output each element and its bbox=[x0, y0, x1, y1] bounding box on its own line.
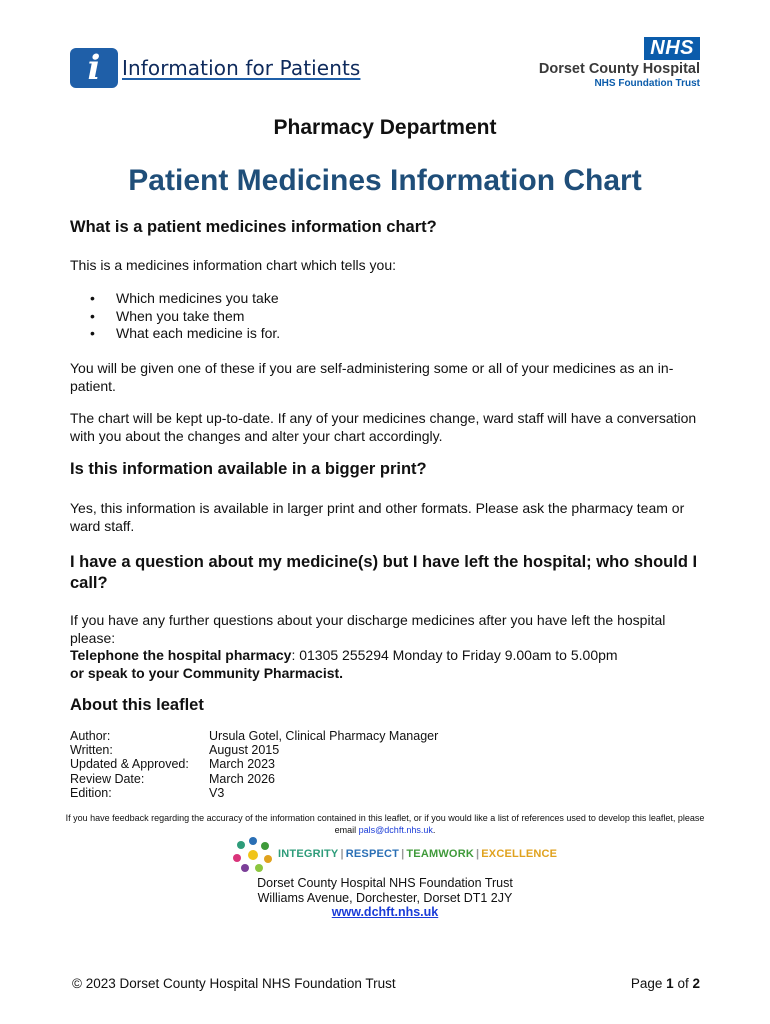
trust-name: Dorset County Hospital bbox=[538, 61, 700, 77]
paragraph-further-questions bbox=[70, 612, 710, 682]
value-teamwork: TEAMWORK bbox=[406, 848, 474, 860]
section-heading-what-is: What is a patient medicines information chart? bbox=[70, 218, 437, 236]
trust-address bbox=[0, 876, 770, 920]
page-total: 2 bbox=[692, 976, 700, 991]
phone-label: Telephone the hospital pharmacy bbox=[70, 647, 292, 663]
list-item: • When you take them bbox=[70, 308, 690, 326]
list-item: • What each medicine is for. bbox=[70, 325, 690, 343]
value-respect: RESPECT bbox=[345, 848, 400, 860]
meta-value: August 2015 bbox=[209, 743, 280, 758]
leaflet-meta-table bbox=[70, 729, 438, 800]
section-heading-question: I have a question about my medicine(s) but I have left the hospital; who should I call? bbox=[70, 553, 698, 592]
value-separator: | bbox=[340, 848, 344, 860]
feedback-end: . bbox=[432, 825, 436, 835]
meta-row bbox=[70, 729, 438, 743]
value-separator: | bbox=[475, 848, 480, 860]
feedback-note bbox=[60, 812, 710, 836]
meta-row bbox=[70, 757, 438, 771]
copyright-notice: © 2023 Dorset County Hospital NHS Foundation Trust bbox=[72, 976, 396, 991]
meta-value: March 2023 bbox=[209, 757, 276, 772]
further-questions-text: If you have any further questions about your discharge medicines after you have left the hospital please: bbox=[70, 612, 666, 646]
section-heading-about: About this leaflet bbox=[70, 696, 204, 714]
information-icon: i bbox=[70, 48, 118, 88]
paragraph-self-administering: You will be given one of these if you are self-administering some or all of your medicines as an in-patient. bbox=[70, 360, 674, 394]
section-heading-bigger-print: Is this information available in a bigger print? bbox=[70, 460, 427, 478]
address-street: Williams Avenue, Dorchester, Dorset DT1 2JY bbox=[257, 890, 513, 905]
list-item: • Which medicines you take bbox=[70, 290, 690, 308]
page-title: Patient Medicines Information Chart bbox=[128, 164, 642, 197]
meta-key: Review Date: bbox=[70, 771, 145, 786]
values-text bbox=[278, 848, 557, 860]
address-trust-name: Dorset County Hospital NHS Foundation Trust bbox=[257, 876, 513, 890]
meta-key: Author: bbox=[70, 729, 111, 743]
phone-details: : 01305 255294 Monday to Friday 9.00am to 5.00pm bbox=[291, 647, 618, 663]
value-excellence: EXCELLENCE bbox=[481, 848, 558, 860]
meta-row bbox=[70, 786, 438, 800]
phone-line bbox=[70, 647, 710, 665]
page-label: Page bbox=[630, 976, 663, 991]
paragraph-chart-updates: The chart will be kept up-to-date. If any of your medicines change, ward staff will have a conversation with you about the changes and alter your chart accordingly. bbox=[70, 410, 697, 444]
value-integrity: INTEGRITY bbox=[278, 848, 339, 860]
info-banner-title: Information for Patients bbox=[122, 56, 361, 80]
meta-key: Written: bbox=[70, 743, 113, 758]
trust-subtitle: NHS Foundation Trust bbox=[594, 78, 700, 89]
meta-value: Ursula Gotel, Clinical Pharmacy Manager bbox=[209, 729, 439, 743]
nhs-logo-icon: NHS bbox=[644, 37, 700, 60]
meta-key: Updated & Approved: bbox=[70, 757, 189, 772]
people-circle-icon bbox=[232, 836, 274, 872]
website-link[interactable]: www.dchft.nhs.uk bbox=[331, 905, 439, 919]
page-of: of bbox=[677, 976, 689, 991]
community-pharmacist-text: or speak to your Community Pharmacist. bbox=[70, 664, 344, 681]
meta-value: March 2026 bbox=[209, 771, 276, 786]
nhs-trust-logo bbox=[460, 37, 700, 90]
feedback-email-link[interactable]: pals@dchft.nhs.uk bbox=[358, 825, 433, 835]
page-number bbox=[631, 976, 700, 991]
paragraph-larger-print: Yes, this information is available in larger print and other formats. Please ask the pharmacy team or ward staff. bbox=[70, 500, 685, 534]
meta-row bbox=[70, 743, 438, 757]
meta-key: Edition: bbox=[70, 785, 112, 800]
page-current: 1 bbox=[666, 976, 674, 991]
feedback-text: If you have feedback regarding the accuracy of the information contained in this leaflet, or if you would like a list of references used to develop this leaflet, please email bbox=[65, 813, 705, 835]
information-for-patients-banner bbox=[70, 47, 360, 89]
value-separator: | bbox=[401, 848, 405, 860]
trust-values-logo bbox=[232, 836, 557, 872]
section-intro: This is a medicines information chart which tells you: bbox=[70, 257, 397, 273]
meta-row bbox=[70, 772, 438, 786]
meta-value: V3 bbox=[209, 785, 225, 800]
department-heading: Pharmacy Department bbox=[273, 116, 497, 139]
bullet-list bbox=[70, 290, 690, 343]
